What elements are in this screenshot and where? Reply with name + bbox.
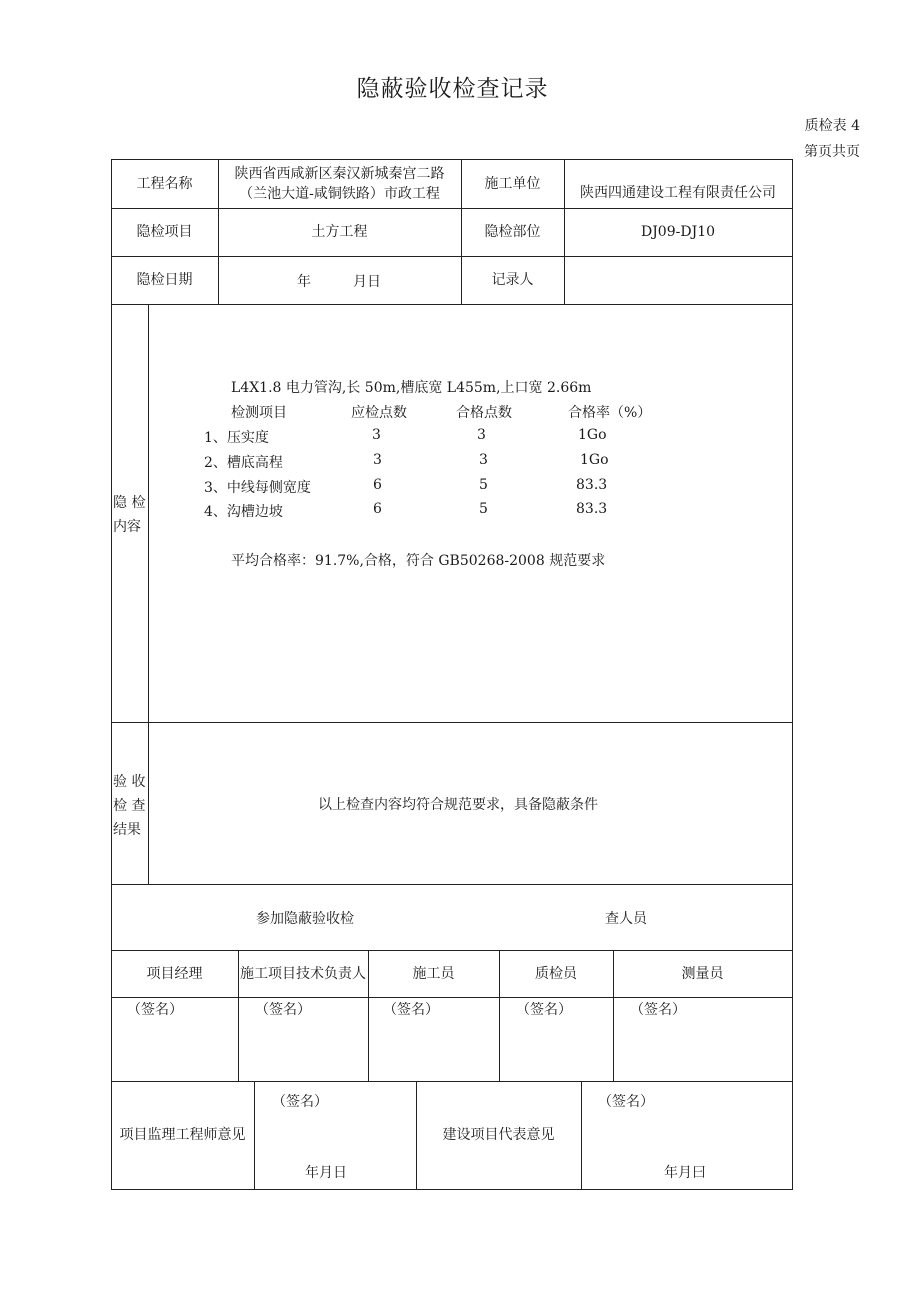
participants-heading-left: 参加隐蔽验收检 — [256, 911, 354, 927]
inspection-date-year: 年 — [297, 274, 311, 290]
project-name-label: 工程名称 — [136, 175, 193, 192]
owner-date: 年月曰 — [664, 1165, 706, 1181]
contractor-value: 陕西四通建设工程有限责任公司 — [580, 185, 776, 201]
column-header-passed: 合格点数 — [456, 405, 512, 421]
row-passed: 5 — [479, 477, 488, 493]
row-required: 3 — [372, 427, 381, 443]
row-rate: 1Go — [578, 427, 607, 443]
owner-signature[interactable]: （签名） — [598, 1094, 654, 1110]
project-name-line1: 陕西省西咸新区秦汉新城秦宫二路 — [234, 165, 445, 182]
role-quality-inspector: 质检员 — [535, 965, 577, 982]
project-name-value — [218, 159, 461, 208]
participants-heading-right: 查人员 — [605, 911, 647, 927]
inspection-description: L4X1.8 电力管沟,长 50m,槽底宽 L455m,上口宽 2.66m — [231, 380, 592, 396]
row-item: 1、压实度 — [204, 430, 269, 446]
inspection-section-label-2: 内容 — [113, 519, 141, 535]
inspection-date-month-day: 月日 — [353, 274, 381, 290]
inspection-item-label: 隐检项目 — [136, 224, 193, 240]
row-passed: 5 — [479, 501, 488, 517]
supervisor-date: 年月日 — [305, 1165, 347, 1181]
signature-project-manager[interactable]: （签名） — [127, 1002, 183, 1018]
signature-construction-worker[interactable]: （签名） — [383, 1002, 439, 1018]
inspection-date-label: 隐检日期 — [136, 272, 193, 288]
signature-surveyor[interactable]: （签名） — [630, 1002, 686, 1018]
row-required: 6 — [373, 477, 382, 493]
result-section-label-3: 结果 — [113, 822, 141, 838]
recorder-label: 记录人 — [491, 272, 534, 288]
page-number: 第页共页 — [804, 144, 860, 160]
supervisor-opinion-label: 项目监理工程师意见 — [119, 1127, 246, 1143]
row-item: 2、槽底高程 — [204, 455, 283, 471]
row-rate: 83.3 — [576, 501, 608, 517]
inspection-location-value: DJ09-DJ10 — [640, 224, 716, 240]
column-header-required: 应检点数 — [351, 405, 407, 421]
row-passed: 3 — [479, 452, 488, 468]
row-required: 3 — [373, 452, 382, 468]
role-construction-worker: 施工员 — [412, 965, 455, 982]
row-item: 4、沟槽边坡 — [204, 504, 283, 520]
row-rate: 83.3 — [576, 477, 608, 493]
result-text: 以上检查内容均符合规范要求，具备隐蔽条件 — [318, 797, 598, 813]
result-section-label-2: 检 查 — [113, 798, 146, 814]
row-rate: 1Go — [580, 452, 609, 468]
document-title: 隐蔽验收检查记录 — [356, 76, 549, 102]
inspection-section-label-1: 隐 检 — [113, 495, 146, 511]
inspection-summary: 平均合格率：91.7%,合格，符合 GB50268-2008 规范要求 — [231, 553, 606, 569]
row-required: 6 — [373, 501, 382, 517]
supervisor-signature[interactable]: （签名） — [272, 1094, 328, 1110]
column-header-rate: 合格率（%） — [568, 405, 652, 421]
role-surveyor: 测量员 — [681, 965, 724, 982]
project-name-line2: （兰池大道-咸铜铁路）市政工程 — [239, 185, 440, 202]
column-header-item: 检测项目 — [231, 405, 287, 421]
form-number: 质检表 4 — [804, 118, 860, 134]
inspection-location-label: 隐检部位 — [484, 224, 541, 240]
row-passed: 3 — [477, 427, 486, 443]
recorder-value[interactable] — [564, 256, 792, 304]
inspection-item-value: 土方工程 — [311, 224, 368, 240]
result-section-label-1: 验 收 — [113, 774, 146, 790]
owner-opinion-label: 建设项目代表意见 — [442, 1127, 555, 1143]
role-project-manager: 项目经理 — [146, 965, 203, 982]
signature-quality-inspector[interactable]: （签名） — [516, 1002, 572, 1018]
signature-technical-lead[interactable]: （签名） — [255, 1002, 311, 1018]
row-item: 3、中线每侧宽度 — [204, 480, 311, 496]
contractor-label: 施工单位 — [484, 175, 541, 192]
role-technical-lead: 施工项目技术负责人 — [240, 965, 366, 982]
